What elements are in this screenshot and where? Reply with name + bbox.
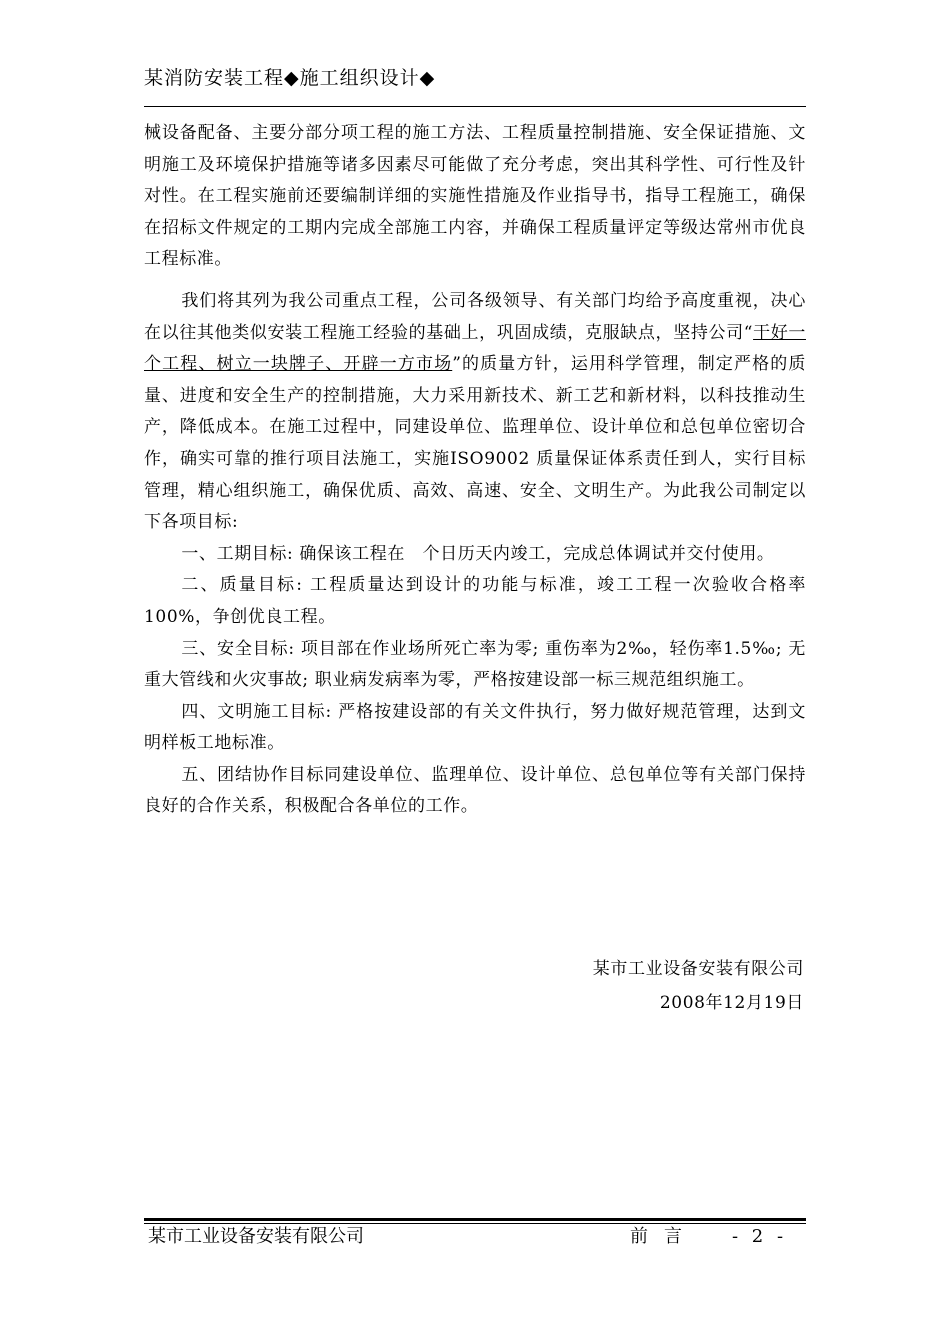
commitment-text-b: ”的质量方针，运用科学管理，制定严格的质量、进度和安全生产的控制措施，大力采用新技术、新工艺和新材料，以科技推动生产，降低成本。在施工过程中，同建设单位、监理单位、设计单位和总包单位密切合作，确实可靠的推行项目法施工，实施ISO9002 质量保证体系责任到人，实行目标管理，精心组织施工，确保优质、高效、高速、安全、文明生产。为此我公司制定以下各项目标: <box>144 354 806 533</box>
goal-schedule: 一、工期目标: 确保该工程在 个日历天内竣工，完成总体调试并交付使用。 <box>181 543 775 564</box>
goal-safety: 三、安全目标: 项目部在作业场所死亡率为零; 重伤率为2‰，轻伤率1.5‰; 无重大管线和火灾事故; 职业病发病率为零，严格按建设部一标三规范组织施工。 <box>144 638 806 691</box>
document-body <box>144 118 806 823</box>
goal-civilized-construction: 四、文明施工目标: 严格按建设部的有关文件执行，努力做好规范管理，达到文明样板工地标准。 <box>144 701 806 754</box>
footer-divider-thick <box>144 1218 806 1221</box>
header-divider <box>144 106 806 107</box>
goal-quality: 二、质量目标: 工程质量达到设计的功能与标准，竣工工程一次验收合格率100%，争创优良工程。 <box>144 575 806 627</box>
signature-company: 某市工业设备安装有限公司 <box>592 959 804 979</box>
page-header-title: 某消防安装工程◆施工组织设计◆ <box>144 67 436 89</box>
footer-section-title: 前言 <box>630 1226 698 1247</box>
signature-block <box>593 952 804 1020</box>
footer-page-number: - 2 - <box>732 1226 788 1247</box>
goal-cooperation: 五、团结协作目标同建设单位、监理单位、设计单位、总包单位等有关部门保持良好的合作关系，积极配合各单位的工作。 <box>144 764 806 817</box>
footer-divider-thin <box>144 1223 806 1224</box>
paragraph-gap <box>144 276 806 286</box>
footer-company: 某市工业设备安装有限公司 <box>148 1226 364 1247</box>
paragraph-intro-continued: 械设备配备、主要分部分项工程的施工方法、工程质量控制措施、安全保证措施、文明施工及环境保护措施等诸多因素尽可能做了充分考虑，突出其科学性、可行性及针对性。在工程实施前还要编制详细的实施性措施及作业指导书，指导工程施工，确保在招标文件规定的工期内完成全部施工内容，并确保工程质量评定等级达常州市优良工程标准。 <box>144 123 806 270</box>
quality-motto: 干好一个工程、树立一块牌子、开辟一方市场 <box>144 322 806 375</box>
signature-date: 2008年12月19日 <box>659 993 804 1013</box>
paragraph-commitment <box>144 286 806 539</box>
commitment-text-a: 我们将其列为我公司重点工程，公司各级领导、有关部门均给予高度重视，决心在以往其他类似安装工程施工经验的基础上，巩固成绩，克服缺点，坚持公司“ <box>144 290 806 343</box>
